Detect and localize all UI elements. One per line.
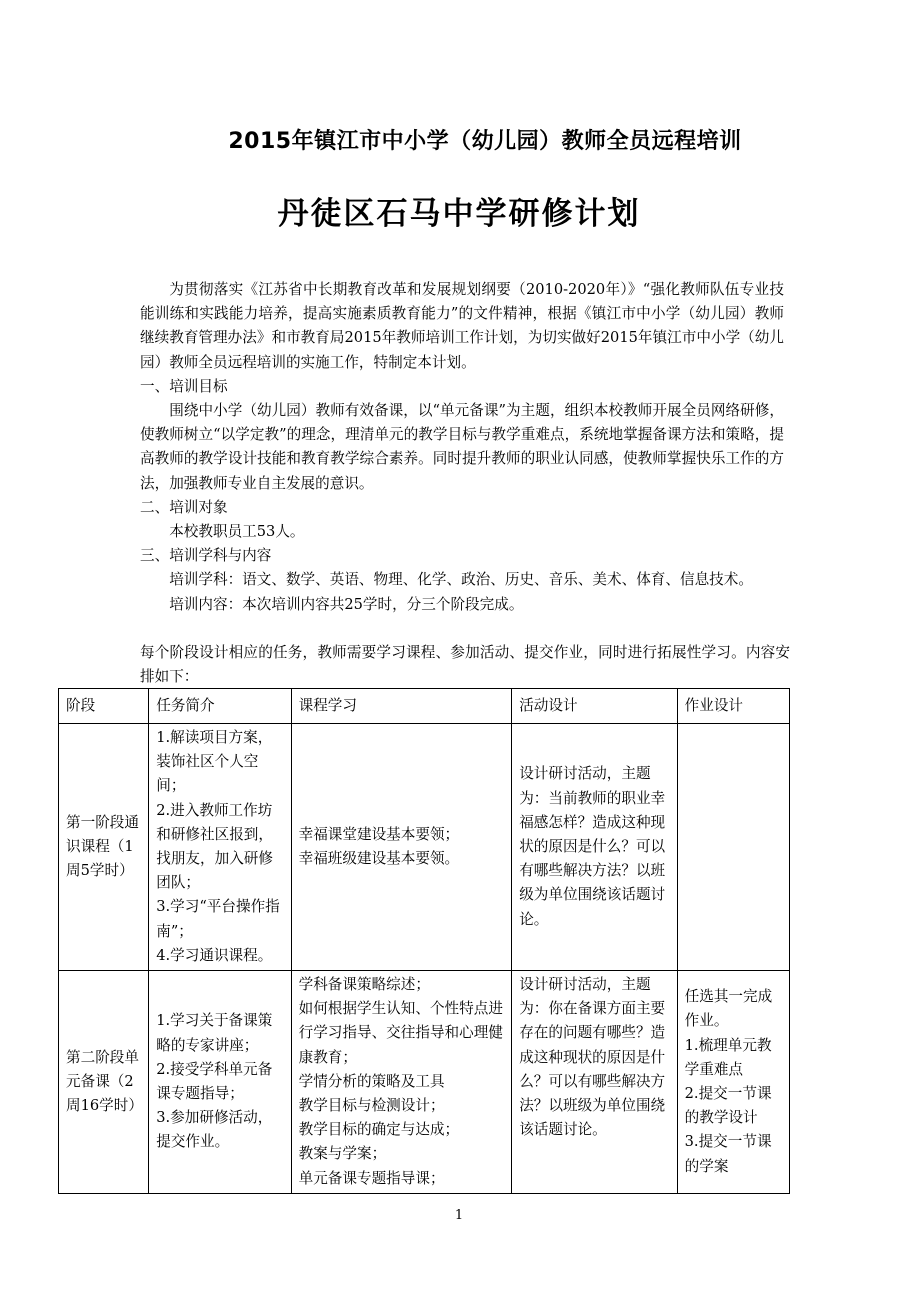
homework-cell bbox=[677, 971, 789, 1194]
task-item: 1.解读项目方案，装饰社区个人空间； bbox=[156, 729, 273, 795]
activity-cell bbox=[512, 724, 677, 971]
courses-cell bbox=[291, 724, 512, 971]
course-item: 教学目标与检测设计； bbox=[298, 1097, 445, 1115]
task-item: 3.学习“平台操作指南”； bbox=[156, 898, 280, 940]
task-item: 1.学习关于备课策略的专家讲座； bbox=[156, 1012, 273, 1054]
intro-paragraph: 为贯彻落实《江苏省中长期教育改革和发展规划纲要（2010-2020年）》“强化教师队伍专业技能训练和实践能力培养，提高实施素质教育能力”的文件精神，根据《镇江市中小学（幼儿园）教师继续教育管理办法》和市教育局2015年教师培训工作计划，为切实做好2015年镇江市中小学（幼儿园）教师全员远程培训的实施工作，特制定本计划。 bbox=[140, 281, 784, 371]
homework-item: 3.提交一节课的学案 bbox=[684, 1133, 772, 1175]
target-paragraph: 本校教职员工53人。 bbox=[169, 523, 305, 541]
document-body bbox=[140, 278, 784, 617]
table-row bbox=[59, 971, 790, 1194]
header-courses: 课程学习 bbox=[291, 689, 512, 724]
stage-cell bbox=[59, 724, 149, 971]
course-item: 学科备课策略综述； bbox=[298, 976, 430, 994]
activity-text: 设计研讨活动，主题为：当前教师的职业幸福感怎样？造成这种现状的原因是什么？可以有哪些解决方法？以班级为单位围绕该话题讨论。 bbox=[519, 765, 666, 928]
target-heading: 二、培训对象 bbox=[140, 498, 228, 516]
course-item: 如何根据学生认知、个性特点进行学习指导、交往指导和心理健康教育； bbox=[298, 1000, 503, 1066]
table-header-row bbox=[59, 689, 790, 724]
homework-item: 2.提交一节课的教学设计 bbox=[684, 1084, 772, 1127]
task-item: 3.参加研修活动，提交作业。 bbox=[156, 1109, 273, 1151]
course-item: 单元备课专题指导课； bbox=[298, 1169, 445, 1187]
task-item: 4.学习通识课程。 bbox=[156, 946, 273, 964]
homework-item: 1.梳理单元教学重难点 bbox=[684, 1036, 772, 1078]
stage-label: 第一阶段通识课程（1周5学时） bbox=[66, 813, 139, 880]
header-stage: 阶段 bbox=[59, 689, 149, 724]
course-item: 教案与学案； bbox=[298, 1145, 387, 1163]
goal-paragraph: 围绕中小学（幼儿园）教师有效备课，以“单元备课”为主题，组织本校教师开展全员网络研修，使教师树立“以学定教”的理念，理清单元的教学目标与教学重难点，系统地掌握备课方法和策略，提高教师的教学设计技能和教育教学综合素养。同时提升教师的职业认同感，使教师掌握快乐工作的方法，加强教师专业自主发展的意识。 bbox=[140, 402, 784, 492]
tasks-cell bbox=[149, 724, 291, 971]
header-activity: 活动设计 bbox=[512, 689, 677, 724]
document-subtitle: 丹徒区石马中学研修计划 bbox=[277, 196, 641, 232]
course-item: 学情分析的策略及工具 bbox=[298, 1072, 445, 1090]
stage-cell bbox=[59, 971, 149, 1194]
document-title: 2015年镇江市中小学（幼儿园）教师全员远程培训 bbox=[228, 129, 742, 154]
courses-cell bbox=[291, 971, 512, 1194]
page-number: 1 bbox=[454, 1208, 464, 1223]
subject-heading: 三、培训学科与内容 bbox=[140, 547, 272, 565]
course-item: 幸福课堂建设基本要领； bbox=[298, 825, 460, 843]
table-row bbox=[59, 724, 790, 971]
stage-label: 第二阶段单元备课（2周16学时） bbox=[66, 1048, 143, 1115]
header-homework: 作业设计 bbox=[677, 689, 789, 724]
homework-cell bbox=[677, 724, 789, 971]
activity-cell bbox=[512, 971, 677, 1194]
course-item: 教学目标的确定与达成； bbox=[298, 1121, 460, 1139]
content-arrangement-paragraph: 每个阶段设计相应的任务，教师需要学习课程、参加活动、提交作业，同时进行拓展性学习。内容安排如下： bbox=[140, 644, 790, 686]
task-item: 2.接受学科单元备课专题指导； bbox=[156, 1060, 273, 1102]
homework-item: 任选其一完成作业。 bbox=[684, 988, 773, 1030]
course-item: 幸福班级建设基本要领。 bbox=[298, 850, 460, 868]
content-paragraph: 培训内容：本次培训内容共25学时，分三个阶段完成。 bbox=[169, 595, 524, 613]
schedule-table bbox=[58, 688, 790, 1194]
activity-text: 设计研讨活动，主题为：你在备课方面主要存在的问题有哪些？造成这种现状的原因是什么？可以有哪些解决方法？以班级为单位围绕该话题讨论。 bbox=[519, 976, 666, 1139]
header-tasks: 任务简介 bbox=[149, 689, 291, 724]
tasks-cell bbox=[149, 971, 291, 1194]
subject-paragraph: 培训学科：语文、数学、英语、物理、化学、政治、历史、音乐、美术、体育、信息技术。 bbox=[169, 571, 753, 589]
goal-heading: 一、培训目标 bbox=[140, 377, 228, 395]
task-item: 2.进入教师工作坊和研修社区报到，找朋友，加入研修团队； bbox=[156, 801, 273, 892]
